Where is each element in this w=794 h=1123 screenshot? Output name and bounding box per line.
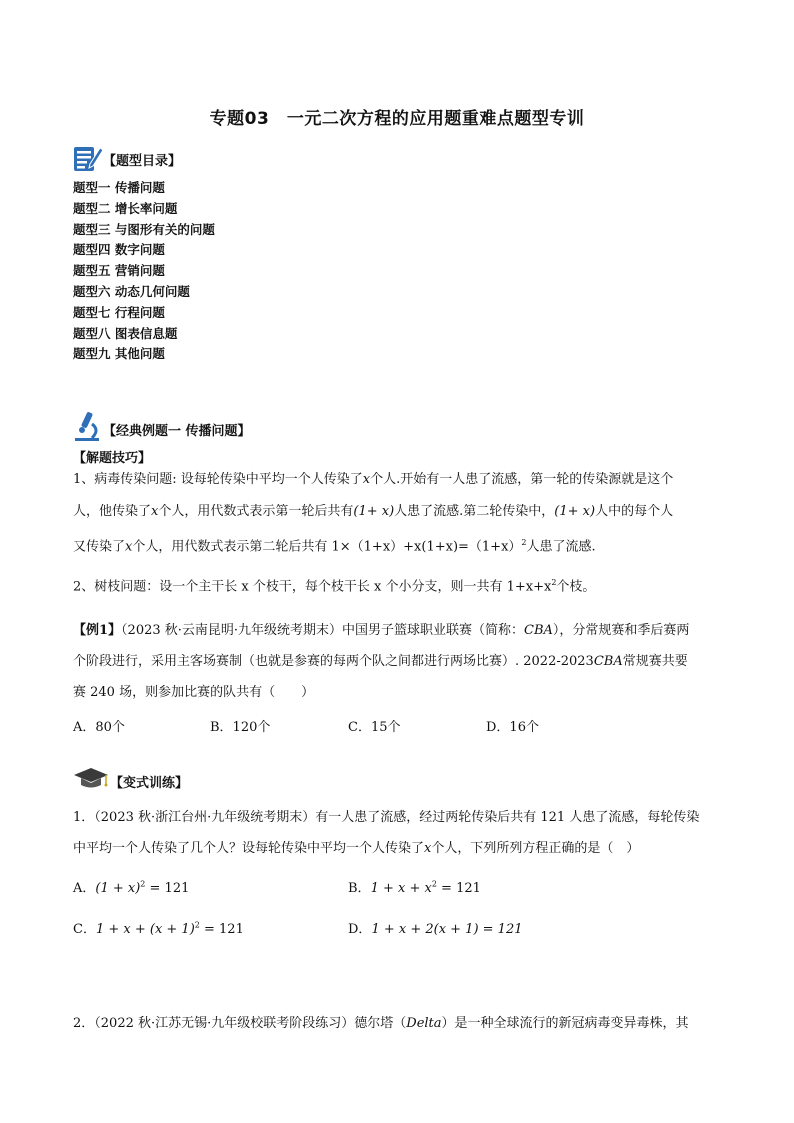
toc-item[interactable]: 题型八 图表信息题 — [73, 325, 178, 341]
toc-item[interactable]: 题型六 动态几何问题 — [73, 283, 190, 299]
toc-item[interactable]: 题型七 行程问题 — [73, 304, 165, 320]
toc-item[interactable]: 题型三 与图形有关的问题 — [73, 221, 215, 237]
page-title: 专题03 一元二次方程的应用题重难点题型专训 — [209, 109, 585, 129]
toc-list — [73, 178, 215, 365]
q1-option-d[interactable]: D．1 + x + 2(x + 1) = 121 — [348, 922, 523, 937]
toc-item[interactable]: 题型四 数字问题 — [73, 242, 165, 258]
toc-header: 【题型目录】 — [103, 154, 182, 169]
tip1-line1: 1、病毒传染问题: 设每轮传染中平均一个人传染了x个人.开始有一人患了流感，第一轮的传染源就是这个 — [73, 472, 674, 487]
toc-item[interactable]: 题型二 增长率问题 — [73, 200, 178, 216]
tip1-line3: 又传染了x个人，用代数式表示第二轮后共有 $1\times(1+x)+x(1+x)=(1+x)^2$人患了流感. — [73, 538, 596, 555]
tips-label: 【解题技巧】 — [73, 451, 152, 466]
option-c[interactable]: C．15个 — [348, 720, 401, 735]
tip2-line: 2、树枝问题：设一个主干长 x 个枝干，每个枝干长 x 个小分支，则一共有 $1+x+x^2$个枝。 — [73, 578, 596, 595]
example1-line1: 【例1】（2023 秋·云南昆明·九年级统考期末）中国男子篮球职业联赛（简称：CBA），分常规赛和季后赛两 — [73, 623, 690, 638]
option-d[interactable]: D．16个 — [486, 720, 539, 735]
q1-option-c[interactable]: C．$1 + x + (x + 1)^2 = 121$ — [73, 920, 244, 937]
example1-line3: 赛 240 场，则参加比赛的队共有（ ） — [73, 685, 315, 700]
graduation-cap-icon — [73, 766, 109, 790]
variant-header: 【变式训练】 — [110, 776, 189, 791]
microscope-icon — [72, 410, 102, 442]
q1-option-a[interactable]: A．$(1 + x)^2 = 121$ — [73, 879, 190, 896]
option-a[interactable]: A．80个 — [73, 720, 125, 735]
tip1-line2: 人，他传染了x个人，用代数式表示第一轮后共有(1+ x)人患了流感.第二轮传染中，(1+ x)人中的每个人 — [73, 504, 674, 519]
option-b[interactable]: B．120个 — [210, 720, 271, 735]
toc-item[interactable]: 题型一 传播问题 — [73, 180, 165, 195]
example1-line2: 个阶段进行，采用主客场赛制（也就是参赛的每两个队之间都进行两场比赛）. 2022-2023CBA常规赛共要 — [73, 654, 688, 669]
q1-option-b[interactable]: B．$1 + x + x^2 = 121$ — [348, 879, 481, 896]
q2-line1: 2．（2022 秋·江苏无锡·九年级校联考阶段练习）德尔塔（Delta）是一种全球流行的新冠病毒变异毒株，其 — [73, 1016, 689, 1031]
q1-line2: 中平均一个人传染了几个人？设每轮传染中平均一个人传染了x个人，下列所列方程正确的是（ ） — [73, 841, 640, 856]
toc-item[interactable]: 题型五 营销问题 — [73, 263, 165, 279]
toc-item[interactable]: 题型九 其他问题 — [73, 346, 165, 362]
section-header: 【经典例题一 传播问题】 — [103, 424, 251, 439]
notepad-pencil-icon — [72, 142, 104, 174]
q1-line1: 1．（2023 秋·浙江台州·九年级统考期末）有一人患了流感，经过两轮传染后共有 121 人患了流感，每轮传染 — [73, 810, 700, 825]
